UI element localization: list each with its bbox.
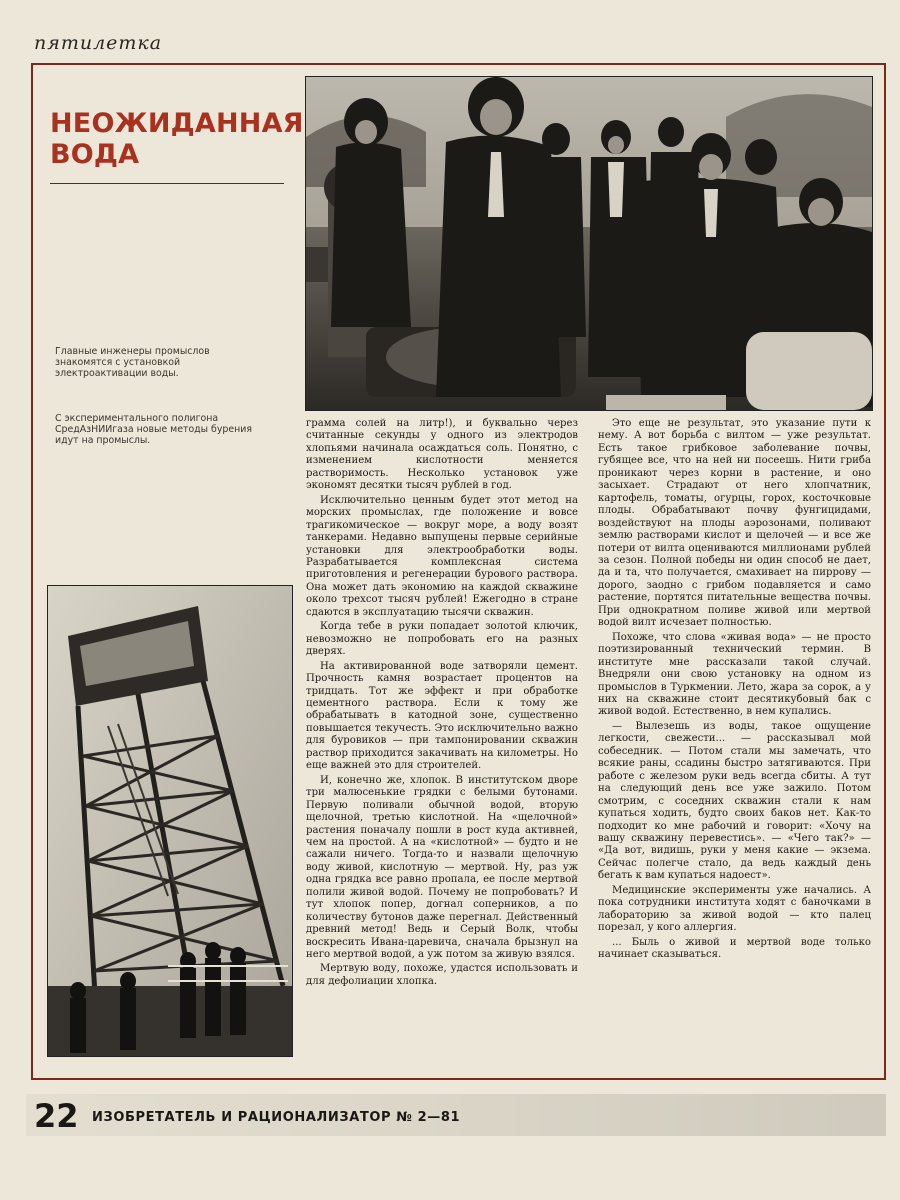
col2-paragraph-2: Похоже, что слова «живая вода» — не просто поэтизированный технический термин. В институте мне рассказали такой случай. Внедряли они свою установку на одном из промыслов в Туркмении. Лето, жара за сорок, а у них на скважине стоит десятикубовый бак с живой водой. Естественно, в нем купались. [598,631,871,718]
col1-paragraph-3: Когда тебе в руки попадает золотой ключик, невозможно не попробовать его на разных дверях. [306,621,578,658]
col1-paragraph-4: На активированной воде затворяли цемент. Прочность камня возрастает процентов на тридцать. Тот же эффект и при обработке цементного раствора. Если к тому же обрабатывать в катодной зоне, существенно повышается текучесть. Это исключительно важно для буровиков — при тампонировании скважин раствор приходится закачивать на километры. Но еще важней это для строителей. [306,660,578,772]
col2-paragraph-5: ... Быль о живой и мертвой воде только начинает сказываться. [598,936,871,961]
col2-paragraph-1: Это еще не результат, это указание пути к нему. А вот борьба с вилтом — уже результат. Есть такое грибковое заболевание почвы, губящее все, что на ней ни посеешь. Нити гриба проникают через корни в растение, и оно засыхает. Страдают от него хлопчатник, картофель, томаты, огурцы, горох, косточковые плоды. Обрабатывают почву фунгицидами, воздействуют на плоды аэрозонами, поливают землю растворами кислот и щелочей — и все же потери от вилта оцениваются миллионами рублей за сезон. Полной победы ни один способ не дает, да и та, что получается, смахивает на пиррову — дорого, заодно с грибом подавляется и само растение, портятся питательные вещества почвы. При однократном поливе живой или мертвой водой вилт исчезает полностью. [598,418,871,629]
photo-engineers [305,76,873,411]
photo-caption-bottom: С экспериментального полигона СредАзНИИгаза новые методы бурения идут на промыслы. [55,413,252,446]
photo-caption-top: Главные инженеры промыслов знакомятся с установкой электроактивации воды. [55,346,210,379]
magazine-title: ИЗОБРЕТАТЕЛЬ И РАЦИОНАЛИЗАТОР № 2—81 [92,1110,461,1125]
col1-paragraph-1: грамма солей на литр!), и буквально через считанные секунды у одного из электродов хлопьями начинала осаждаться соль. Понятно, с изменением кислотности меняется растворимость. Несколько установок уже экономят десятки тысяч рублей в год. [306,418,578,492]
col2-paragraph-4: Медицинские эксперименты уже начались. А пока сотрудники института ходят с баночками в лабораторию за живой водой — кто палец порезал, у кого аллергия. [598,884,871,934]
col1-paragraph-6: Мертвую воду, похоже, удастся использовать и для дефолиации хлопка. [306,963,578,987]
article-column-2 [598,418,871,963]
article-column-1 [306,418,578,990]
col1-paragraph-2: Исключительно ценным будет этот метод на морских промыслах, где положение и вовсе трагикомическое — вокруг море, а воду возят танкерами. Недавно выпущены первые серийные установки для электрообработки воды. Разрабатывается комплексная система приготовления и регенерации бурового раствора. Она может дать экономию на каждой скважине около трехсот тысяч рублей! Ежегодно в стране сдаются в эксплуатацию тысячи скважин. [306,494,578,618]
col1-paragraph-5: И, конечно же, хлопок. В институтском дворе три малюсенькие грядки с белыми бутонами. Первую поливали обычной водой, вторую щелочной, третью кислотной. На «щелочной» растения поначалу пошли в рост куда активней, чем на простой. А на «кислотной» — будто и не сажали ничего. Тогда-то и назвали щелочную воду живой, кислотную — мертвой. Ну, раз уж одна грядка все равно пропала, ее после мертвой полили живой водой. Почему не попробовать? И тут хлопок попер, догнал соперников, а по количеству бутонов даже перегнал. Действенный древний метод! Ведь и Серый Волк, чтобы воскресить Ивана-царевича, сначала брызнул на него мертвой водой, а уж потом за живую взялся. [306,774,578,961]
section-label: пятилетка [34,32,163,54]
col2-paragraph-3: — Вылезешь из воды, такое ощущение легкости, свежести... — рассказывал мой собеседник. — Потом стали мы замечать, что всякие раны, ссадины быстро затягиваются. При работе с железом руки ведь всегда сбиты. А тут на следующий день все уже зажило. Потом смотрим, с соседних скважин стали к нам купаться ходить, будто своих баков нет. Как-то подходит ко мне рабочий и говорит: «Хочу на вашу скважину перевестись». — «Чего так?» — «Да вот, видишь, руки у меня какие — экзема. Сейчас полегче стало, да ведь каждый день бегать к вам купаться надоест». [598,720,871,882]
page-number: 22 [34,1097,79,1135]
article-headline: НЕОЖИДАННАЯ ВОДА [50,108,304,170]
photo-drilling-rig [47,585,293,1057]
headline-divider [50,183,284,184]
